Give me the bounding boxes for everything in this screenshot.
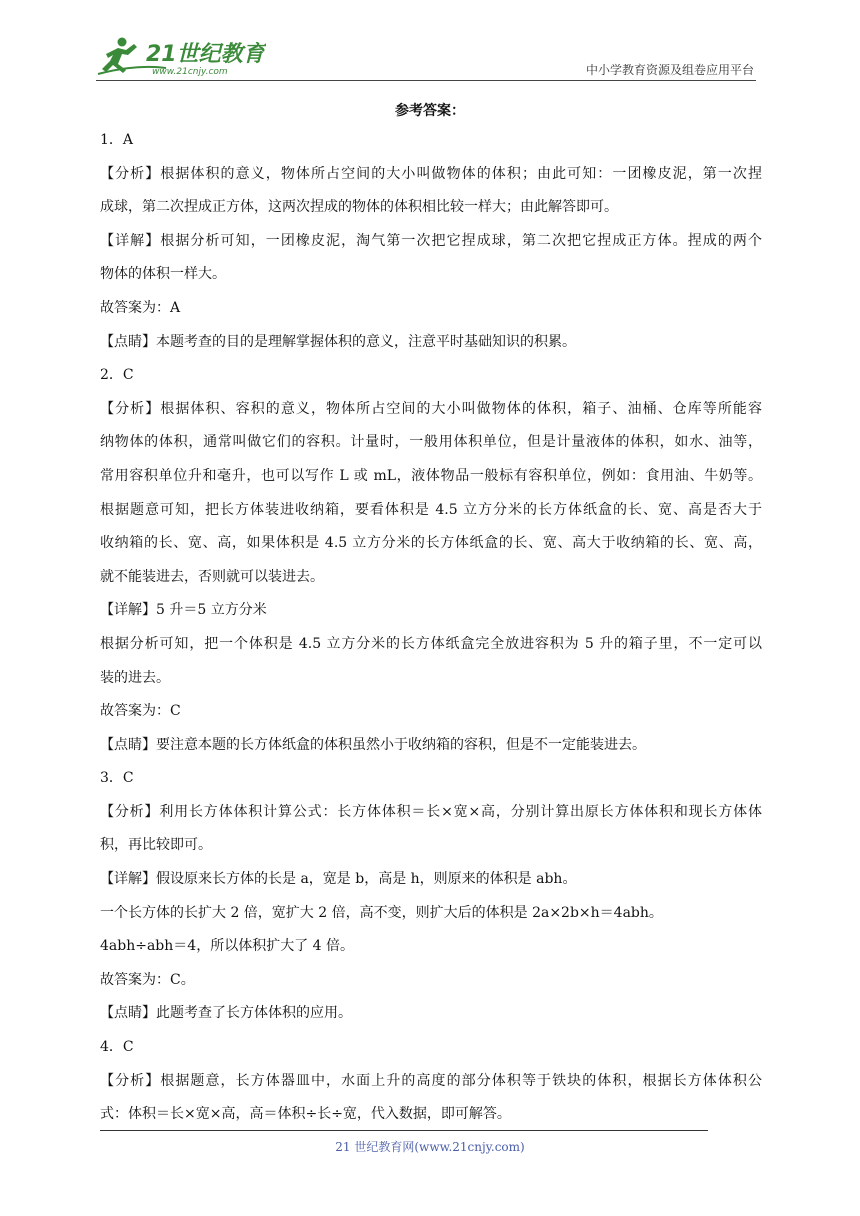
answer-line: 4abh÷abh＝4，所以体积扩大了 4 倍。 (100, 938, 355, 955)
answer-line: 故答案为：C (100, 703, 181, 720)
footer-source: 21 世纪教育网(www.21cnjy.com) (335, 1140, 525, 1154)
answer-line: 根据题意可知，把长方体装进收纳箱，要看体积是 4.5 立方分米的长方体纸盒的长、宽、高是否大于 (100, 501, 762, 518)
answer-line: 【分析】根据题意，长方体器皿中，水面上升的高度的部分体积等于铁块的体积，根据长方体体积公 (100, 1072, 762, 1089)
answer-line: 4．C (100, 1039, 134, 1056)
header-divider (96, 80, 756, 81)
answer-line: 故答案为：C。 (100, 971, 195, 988)
answer-line: 【分析】根据体积的意义，物体所占空间的大小叫做物体的体积；由此可知：一团橡皮泥，第一次捏 (100, 165, 762, 182)
answer-line: 1．A (100, 132, 134, 148)
answer-line: 装的进去。 (100, 669, 170, 686)
page-header (96, 34, 756, 80)
answer-line: 【点睛】本题考查的目的是理解掌握体积的意义，注意平时基础知识的积累。 (100, 333, 576, 350)
answer-line: 积，再比较即可。 (100, 837, 212, 854)
answer-line: 根据分析可知，把一个体积是 4.5 立方分米的长方体纸盒完全放进容积为 5 升的箱子里，不一定可以 (100, 635, 762, 652)
answer-content (100, 124, 762, 1132)
answer-line: 【点睛】要注意本题的长方体纸盒的体积虽然小于收纳箱的容积，但是不一定能装进去。 (100, 736, 646, 753)
answer-line: 【分析】利用长方体体积计算公式：长方体体积＝长×宽×高，分别计算出原长方体体积和现长方体体 (100, 803, 762, 820)
answer-line: 式：体积＝长×宽×高，高＝体积÷长÷宽，代入数据，即可解答。 (100, 1106, 511, 1123)
logo-text: 21世纪教育 (146, 42, 265, 67)
answer-line: 一个长方体的长扩大 2 倍，宽扩大 2 倍，高不变，则扩大后的体积是 2a×2b×h＝4abh。 (100, 904, 663, 921)
answer-line: 【点睛】此题考查了长方体体积的应用。 (100, 1005, 352, 1022)
footer-divider (100, 1130, 708, 1131)
answer-title: 参考答案： (395, 103, 465, 119)
platform-name: 中小学教育资源及组卷应用平台 (585, 63, 754, 77)
answer-line: 3．C (100, 770, 134, 787)
answer-line: 收纳箱的长、宽、高，如果体积是 4.5 立方分米的长方体纸盒的长、宽、高大于收纳箱的长、宽、高， (100, 535, 762, 552)
answer-line: 故答案为：A (100, 299, 181, 316)
answer-line: 纳物体的体积，通常叫做它们的容积。计量时，一般用体积单位，但是计量液体的体积，如水、油等， (100, 434, 762, 451)
answer-line: 【详解】5 升＝5 立方分米 (100, 602, 267, 619)
answer-line: 【详解】根据分析可知，一团橡皮泥，淘气第一次把它捏成球，第二次把它捏成正方体。捏成的两个 (100, 232, 762, 249)
logo-url: www.21cnjy.com (152, 67, 228, 77)
logo-21cnjy (96, 34, 266, 78)
answer-line: 常用容积单位升和毫升，也可以写作 L 或 mL，液体物品一般标有容积单位，例如：食用油、牛奶等。 (100, 467, 762, 484)
answer-line: 成球，第二次捏成正方体，这两次捏成的物体的体积相比较一样大；由此解答即可。 (100, 199, 618, 216)
answer-line: 2．C (100, 367, 134, 384)
answer-line: 【详解】假设原来长方体的长是 a，宽是 b，高是 h，则原来的体积是 abh。 (100, 871, 577, 888)
answer-line: 就不能装进去，否则就可以装进去。 (100, 568, 324, 585)
answer-line: 物体的体积一样大。 (100, 266, 226, 283)
answer-line: 【分析】根据体积、容积的意义，物体所占空间的大小叫做物体的体积，箱子、油桶、仓库等所能容 (100, 400, 762, 417)
